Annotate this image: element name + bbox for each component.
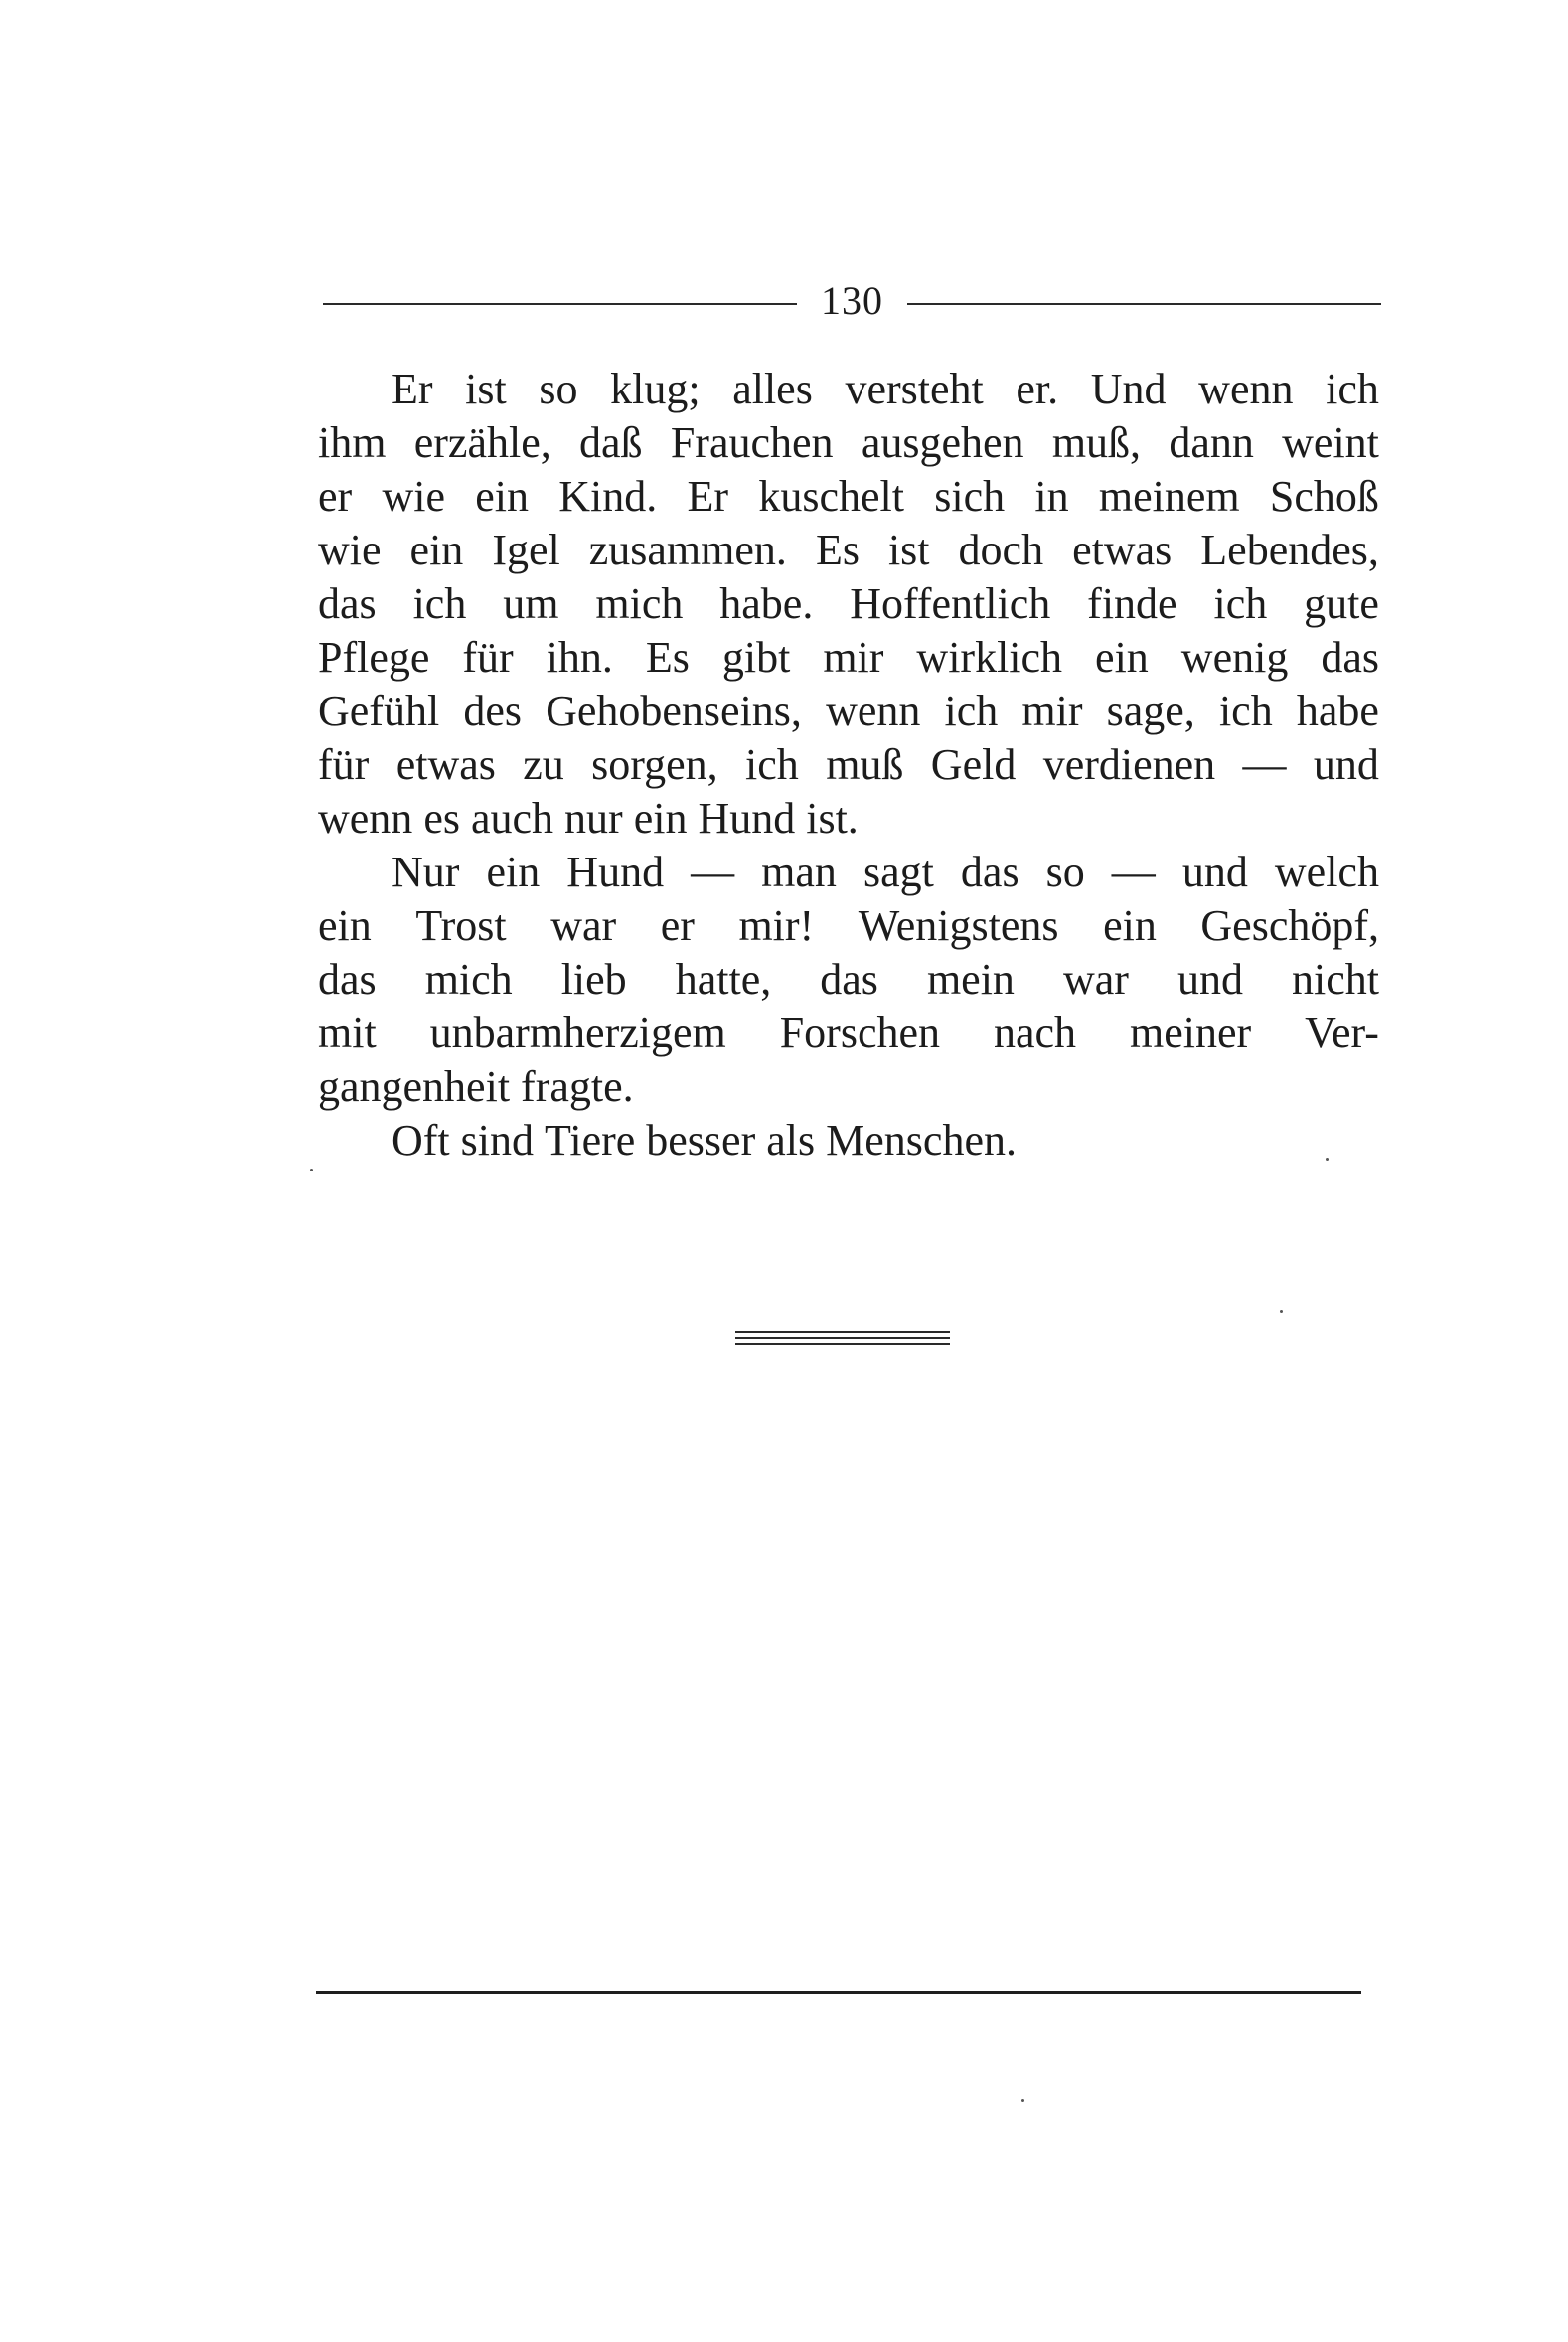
word: Nur	[392, 848, 460, 896]
word: Schoß	[1269, 472, 1379, 521]
word: —	[691, 848, 735, 896]
word: weint	[1282, 418, 1379, 467]
word: ein	[318, 901, 372, 950]
word: habe.	[719, 579, 814, 628]
word: mit	[318, 1009, 377, 1057]
word: Kind.	[558, 472, 658, 521]
word: als	[766, 1116, 827, 1165]
word: Wenigstens	[858, 901, 1059, 950]
word: ihm	[318, 418, 387, 467]
word: wenn	[318, 794, 424, 843]
word: Igel	[492, 526, 560, 574]
text-line	[318, 899, 1379, 953]
word: sind	[460, 1116, 546, 1165]
word: welch	[1274, 848, 1379, 896]
word: Es	[815, 526, 860, 574]
word: ich	[1326, 365, 1379, 413]
word: Lebendes,	[1200, 526, 1379, 574]
page-number: 130	[821, 277, 883, 323]
word: Es	[645, 633, 690, 682]
body-text	[318, 363, 1379, 1168]
word: finde	[1087, 579, 1177, 628]
word: und	[1181, 848, 1248, 896]
word: und	[1176, 955, 1243, 1004]
word: ein	[1103, 901, 1157, 950]
word: mir	[1021, 687, 1083, 735]
word: das	[960, 848, 1019, 896]
word: das	[820, 955, 878, 1004]
word: in	[1034, 472, 1069, 521]
word: es	[423, 794, 471, 843]
word: ein	[409, 526, 464, 574]
text-line	[318, 416, 1379, 470]
word: besser	[646, 1116, 767, 1165]
word: sagt	[862, 848, 934, 896]
text-line	[318, 577, 1379, 631]
word: nicht	[1292, 955, 1379, 1004]
word: verdienen	[1042, 740, 1216, 789]
word: Forschen	[779, 1009, 941, 1057]
word: ich	[1213, 579, 1268, 628]
word: ist	[887, 526, 930, 574]
word: alles	[732, 365, 813, 413]
header-rule-right	[907, 303, 1381, 305]
word: ich	[745, 740, 799, 789]
word: unbarmherzigem	[429, 1009, 726, 1057]
word: nach	[993, 1009, 1077, 1057]
word: versteht	[845, 365, 984, 413]
word: klug;	[610, 365, 701, 413]
word: erzähle,	[413, 418, 551, 467]
word: kuschelt	[758, 472, 904, 521]
text-line	[318, 846, 1379, 899]
word: Pflege	[318, 633, 430, 682]
word: muß,	[1051, 418, 1142, 467]
word: Trost	[415, 901, 507, 950]
word: mich	[424, 955, 513, 1004]
word: ihn.	[546, 633, 613, 682]
word: war	[550, 901, 617, 950]
word: muß	[826, 740, 904, 789]
word: mich	[595, 579, 684, 628]
text-line	[318, 631, 1379, 685]
text-line	[318, 363, 1379, 416]
word: zusammen.	[588, 526, 787, 574]
footer-rule	[316, 1991, 1361, 1994]
word: um	[503, 579, 559, 628]
section-end-ornament	[735, 1331, 950, 1345]
word: Gehobenseins,	[546, 687, 802, 735]
word: etwas	[1072, 526, 1173, 574]
word: mir!	[738, 901, 815, 950]
word: so	[539, 365, 578, 413]
word: ein	[1095, 633, 1149, 682]
word: Geschöpf,	[1200, 901, 1379, 950]
word: Und	[1090, 365, 1167, 413]
word: er	[318, 472, 353, 521]
word: wenig	[1180, 633, 1289, 682]
word: meinem	[1098, 472, 1240, 521]
word: Gefühl	[318, 687, 440, 735]
word: für	[318, 740, 370, 789]
word: meiner	[1129, 1009, 1252, 1057]
print-speck	[1280, 1310, 1283, 1313]
word: sorgen,	[591, 740, 718, 789]
word: nur	[564, 794, 634, 843]
word: ich	[944, 687, 999, 735]
text-line	[318, 685, 1379, 738]
word: und	[1313, 740, 1379, 789]
word: Menschen.	[826, 1116, 1017, 1165]
word: des	[463, 687, 522, 735]
word: wirklich	[916, 633, 1063, 682]
word: ein	[475, 472, 530, 521]
text-line	[318, 524, 1379, 577]
word: lieb	[560, 955, 627, 1004]
word: dann	[1169, 418, 1254, 467]
word: zu	[523, 740, 564, 789]
word: ich	[412, 579, 467, 628]
word: mein	[926, 955, 1015, 1004]
word: wenn	[826, 687, 921, 735]
text-line	[318, 738, 1379, 792]
word: Er	[687, 472, 729, 521]
word: fragte.	[521, 1062, 634, 1111]
word: er.	[1016, 365, 1059, 413]
word: —	[1111, 848, 1156, 896]
word: Frauchen	[670, 418, 834, 467]
word: Tiere	[545, 1116, 647, 1165]
word: habe	[1296, 687, 1379, 735]
word: Hund	[566, 848, 665, 896]
word: Hund	[698, 794, 807, 843]
word: Er	[392, 365, 433, 413]
word: war	[1062, 955, 1129, 1004]
text-line	[318, 1060, 1379, 1114]
word: doch	[958, 526, 1044, 574]
text-line	[318, 953, 1379, 1007]
word: daß	[579, 418, 643, 467]
word: ist.	[806, 794, 859, 843]
word: ich	[1218, 687, 1273, 735]
print-speck	[1326, 1158, 1329, 1161]
text-line	[318, 1114, 1379, 1168]
word: ist	[465, 365, 507, 413]
word: das	[318, 955, 377, 1004]
word: Hoffentlich	[850, 579, 1051, 628]
word: er	[660, 901, 695, 950]
word: ein	[486, 848, 541, 896]
word: wie	[382, 472, 445, 521]
print-speck	[310, 1169, 313, 1171]
text-line	[318, 1007, 1379, 1060]
word: —	[1242, 740, 1287, 789]
word: auch	[470, 794, 565, 843]
page-header	[323, 270, 1381, 330]
word: wie	[318, 526, 382, 574]
word: sage,	[1106, 687, 1195, 735]
word: Ver-	[1305, 1009, 1379, 1057]
word: Geld	[930, 740, 1017, 789]
word: gangenheit	[318, 1062, 522, 1111]
word: man	[761, 848, 837, 896]
word: Oft	[392, 1116, 461, 1165]
header-rule-left	[323, 303, 797, 305]
text-line	[318, 792, 1379, 846]
word: mir	[823, 633, 884, 682]
print-speck	[1021, 2099, 1024, 2102]
word: das	[1321, 633, 1379, 682]
text-line	[318, 470, 1379, 524]
word: sich	[934, 472, 1006, 521]
word: ausgehen	[861, 418, 1024, 467]
word: das	[318, 579, 377, 628]
word: gute	[1304, 579, 1379, 628]
word: ein	[633, 794, 699, 843]
word: für	[462, 633, 514, 682]
word: gibt	[721, 633, 791, 682]
word: etwas	[395, 740, 496, 789]
word: hatte,	[675, 955, 772, 1004]
word: wenn	[1198, 365, 1294, 413]
word: so	[1045, 848, 1085, 896]
